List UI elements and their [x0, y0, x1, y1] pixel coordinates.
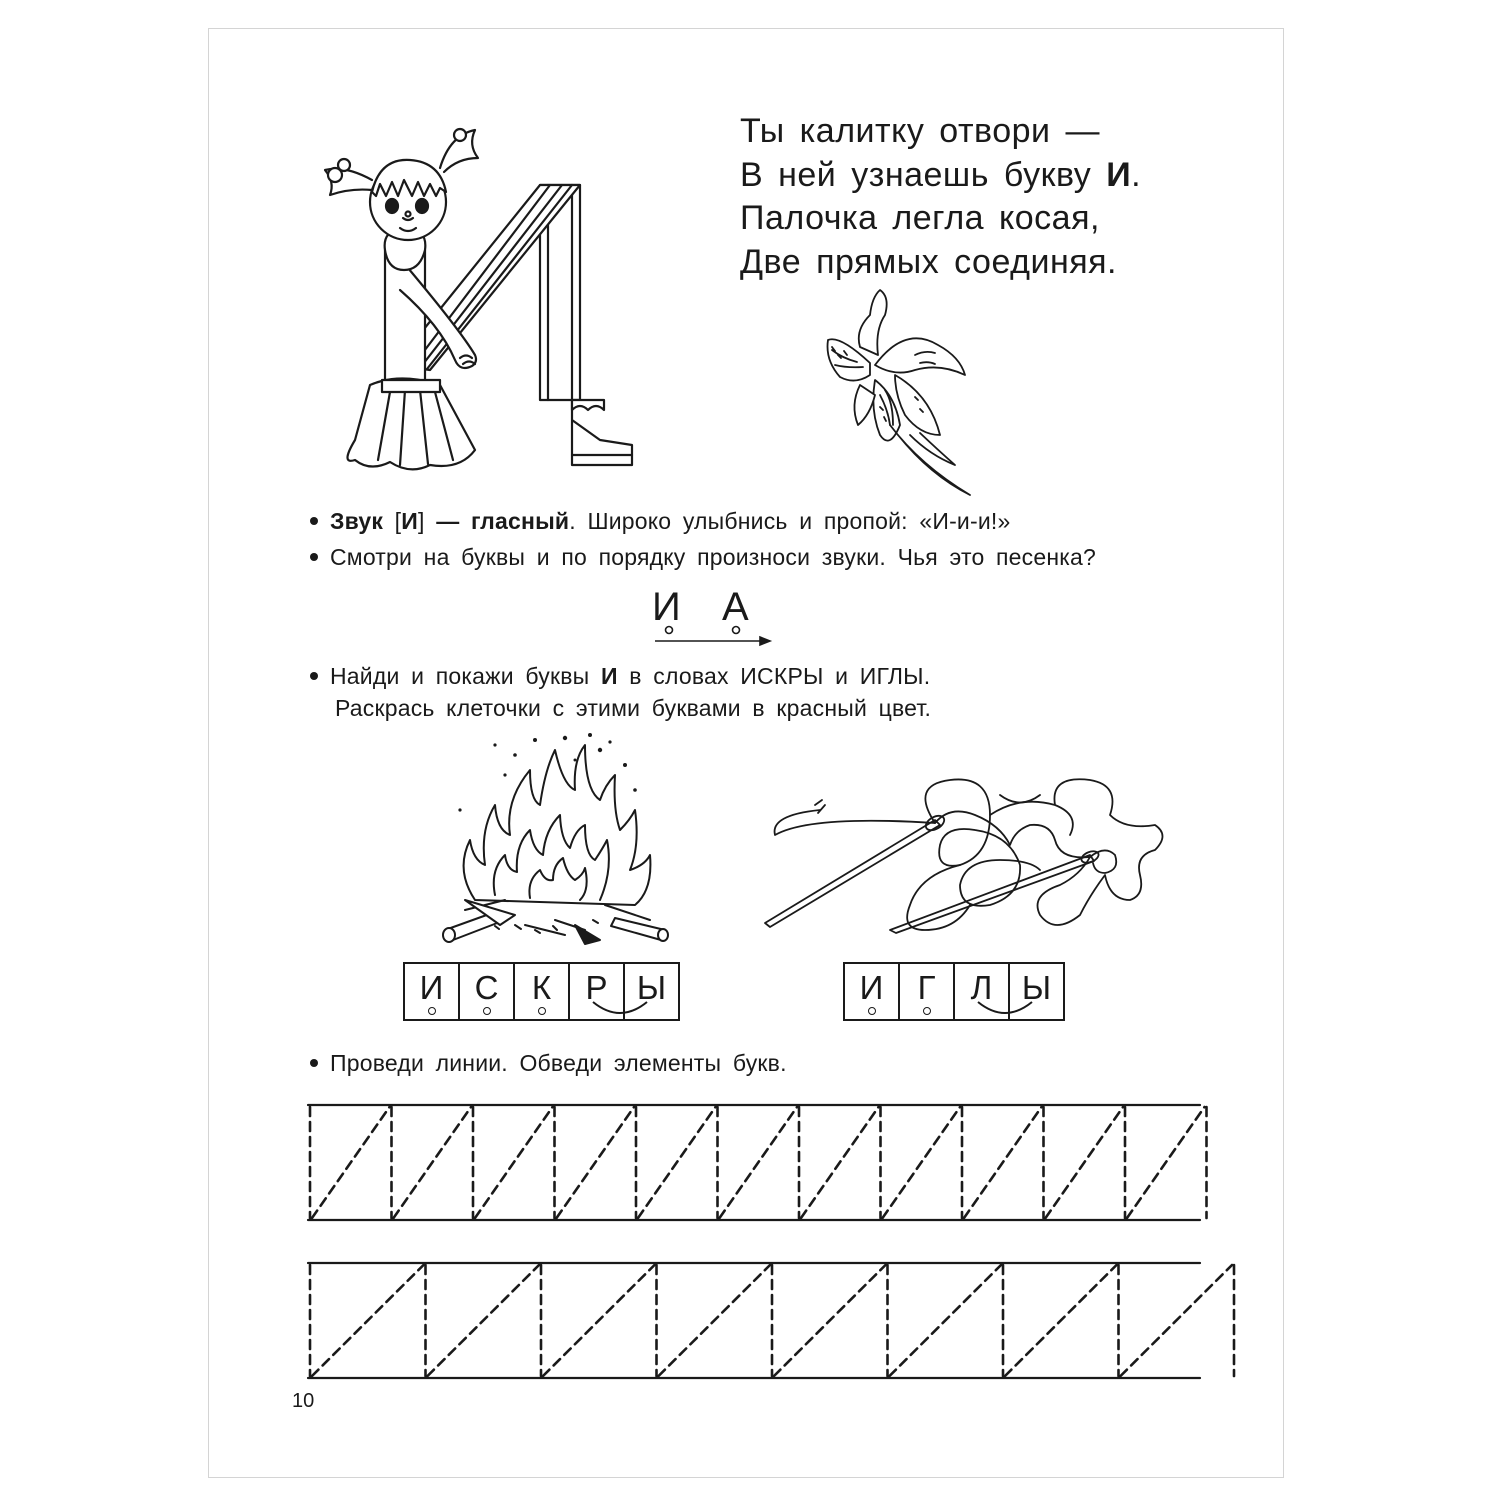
- vowel-ring-icon: [538, 1007, 546, 1015]
- bullet-sound-rest: . Широко улыбнись и пропой: «И-и-и!»: [569, 508, 1011, 534]
- dashed-diagonal-stroke: [1127, 1107, 1205, 1218]
- letter-cell[interactable]: [900, 964, 955, 1019]
- letter-cell[interactable]: [845, 964, 900, 1019]
- poem-letter: И: [1106, 155, 1132, 194]
- syllable-arc-icon: [975, 998, 1035, 1018]
- dashed-diagonal-stroke: [801, 1107, 879, 1218]
- dashed-diagonal-stroke: [312, 1265, 424, 1376]
- dashed-diagonal-stroke: [475, 1107, 553, 1218]
- bullet-sound-bold-3: — гласный: [436, 508, 570, 534]
- bullet-sound-bracket-close: ]: [418, 508, 437, 534]
- poem: [740, 110, 1141, 284]
- poem-line-2-end: .: [1131, 155, 1142, 194]
- dashed-diagonal-stroke: [890, 1265, 1002, 1376]
- tracing-strip-2[interactable]: [300, 1258, 1205, 1383]
- bullet-dot: [310, 672, 318, 680]
- bullet-sound-bracket-open: [: [383, 508, 402, 534]
- bullet-dot: [310, 517, 318, 525]
- letter-cell-text: И: [419, 969, 444, 1006]
- vowel-ring-icon: [923, 1007, 931, 1015]
- song-letter-2: А: [722, 585, 749, 629]
- dashed-diagonal-stroke: [394, 1107, 472, 1218]
- bullet-song-text: Смотри на буквы и по порядку произноси звуки. Чья это песенка?: [330, 544, 1097, 570]
- bullet-trace-text: Проведи линии. Обведи элементы букв.: [330, 1050, 787, 1076]
- dashed-diagonal-stroke: [883, 1107, 961, 1218]
- bullet-dot: [310, 1059, 318, 1067]
- iris-flower-illustration: [820, 285, 990, 500]
- song-letter-1: И: [652, 585, 681, 629]
- letter-cell-text: И: [859, 969, 884, 1006]
- bullet-sound: [310, 505, 1010, 537]
- bullet-sound-bold-1: Звук: [330, 508, 384, 534]
- poem-line-3: Палочка легла косая,: [740, 199, 1100, 237]
- dashed-diagonal-stroke: [1005, 1265, 1117, 1376]
- letter-cell-text: Ы: [1021, 969, 1052, 1006]
- vowel-ring-icon: [483, 1007, 491, 1015]
- dashed-diagonal-stroke: [428, 1265, 540, 1376]
- syllable-arc-icon: [590, 998, 650, 1018]
- bullet-find-line-2: Раскрась клеточки с этими буквами в красный цвет.: [335, 695, 932, 721]
- dashed-diagonal-stroke: [312, 1107, 390, 1218]
- needle-thread-illustration: [760, 775, 1180, 935]
- bullet-sound-letter: И: [401, 508, 418, 534]
- bullet-find-text: Найди и покажи буквы: [330, 663, 601, 689]
- dashed-diagonal-stroke: [659, 1265, 771, 1376]
- dashed-diagonal-stroke: [557, 1107, 635, 1218]
- tracing-strip-1[interactable]: [300, 1100, 1205, 1225]
- letter-cell-text: Р: [585, 969, 608, 1006]
- letter-cell[interactable]: [460, 964, 515, 1019]
- page-number: 10: [292, 1390, 315, 1412]
- dashed-diagonal-stroke: [720, 1107, 798, 1218]
- poem-line-1: Ты калитку отвори —: [740, 112, 1100, 150]
- letter-cell-text: С: [474, 969, 499, 1006]
- bullet-song: [310, 541, 1096, 573]
- bullet-dot: [310, 553, 318, 561]
- letter-cell-text: Ы: [636, 969, 667, 1006]
- dashed-diagonal-stroke: [964, 1107, 1042, 1218]
- dashed-diagonal-stroke: [638, 1107, 716, 1218]
- campfire-illustration: [435, 730, 675, 945]
- letter-cell-text: Г: [917, 969, 936, 1006]
- letter-cell[interactable]: [405, 964, 460, 1019]
- bullet-find-line-1: [310, 660, 931, 692]
- vowel-ring-icon: [428, 1007, 436, 1015]
- dashed-diagonal-stroke: [774, 1265, 886, 1376]
- dashed-diagonal-stroke: [1046, 1107, 1124, 1218]
- dashed-diagonal-stroke: [543, 1265, 655, 1376]
- bullet-trace: [310, 1047, 787, 1079]
- vowel-ring-icon: [868, 1007, 876, 1015]
- poem-line-2-text: В ней узнаешь букву: [740, 155, 1107, 194]
- song-arrow: [650, 620, 780, 650]
- letter-cell[interactable]: [515, 964, 570, 1019]
- bullet-find-letters: [310, 660, 931, 724]
- bullet-find-letter: И: [600, 663, 618, 689]
- letter-cell-text: К: [531, 969, 552, 1006]
- poem-line-2: [740, 154, 1141, 198]
- letter-cell-text: Л: [970, 969, 993, 1006]
- poem-line-4: Две прямых соединяя.: [740, 242, 1117, 281]
- letter-i-girl-illustration: [300, 110, 660, 480]
- bullet-find-words: в словах ИСКРЫ и ИГЛЫ.: [617, 663, 931, 689]
